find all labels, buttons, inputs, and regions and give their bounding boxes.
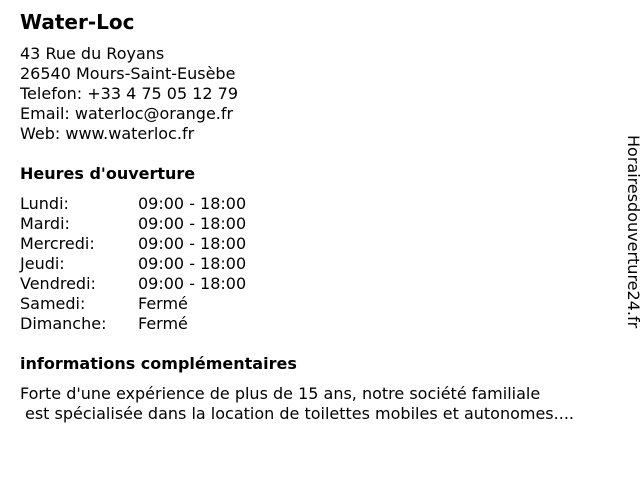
- additional-info-heading: informations complémentaires: [20, 354, 297, 373]
- hours-row-thursday: [20, 254, 280, 274]
- day-label: Lundi:: [20, 194, 69, 213]
- time-value: 09:00 - 18:00: [138, 234, 247, 253]
- day-label: Mercredi:: [20, 234, 95, 253]
- time-value: 09:00 - 18:00: [138, 194, 247, 213]
- city-postcode: 26540 Mours-Saint-Eusèbe: [20, 64, 236, 83]
- time-value: Fermé: [138, 314, 188, 333]
- website-address: Web: www.waterloc.fr: [20, 124, 195, 143]
- opening-hours-heading: Heures d'ouverture: [20, 164, 196, 183]
- hours-row-wednesday: [20, 234, 280, 254]
- day-label: Samedi:: [20, 294, 86, 313]
- business-title: Water-Loc: [20, 10, 135, 34]
- hours-row-saturday: [20, 294, 280, 314]
- hours-row-friday: [20, 274, 280, 294]
- address-block: [20, 44, 238, 144]
- description-line-2: est spécialisée dans la location de toilettes mobiles et autonomes....: [25, 404, 574, 423]
- hours-row-sunday: [20, 314, 280, 334]
- day-label: Vendredi:: [20, 274, 96, 293]
- phone-number: Telefon: +33 4 75 05 12 79: [20, 84, 239, 103]
- hours-row-tuesday: [20, 214, 280, 234]
- time-value: 09:00 - 18:00: [138, 254, 247, 273]
- source-site-label: Horairesdouverture24.fr: [624, 135, 643, 329]
- street-address: 43 Rue du Royans: [20, 44, 165, 63]
- day-label: Jeudi:: [20, 254, 65, 273]
- time-value: Fermé: [138, 294, 188, 313]
- hours-row-monday: [20, 194, 280, 214]
- time-value: 09:00 - 18:00: [138, 214, 247, 233]
- email-address: Email: waterloc@orange.fr: [20, 104, 234, 123]
- description-line-1: Forte d'une expérience de plus de 15 ans, notre société familiale: [20, 384, 541, 403]
- opening-hours-list: [20, 194, 280, 334]
- day-label: Dimanche:: [20, 314, 107, 333]
- business-description: [20, 384, 620, 424]
- time-value: 09:00 - 18:00: [138, 274, 247, 293]
- day-label: Mardi:: [20, 214, 70, 233]
